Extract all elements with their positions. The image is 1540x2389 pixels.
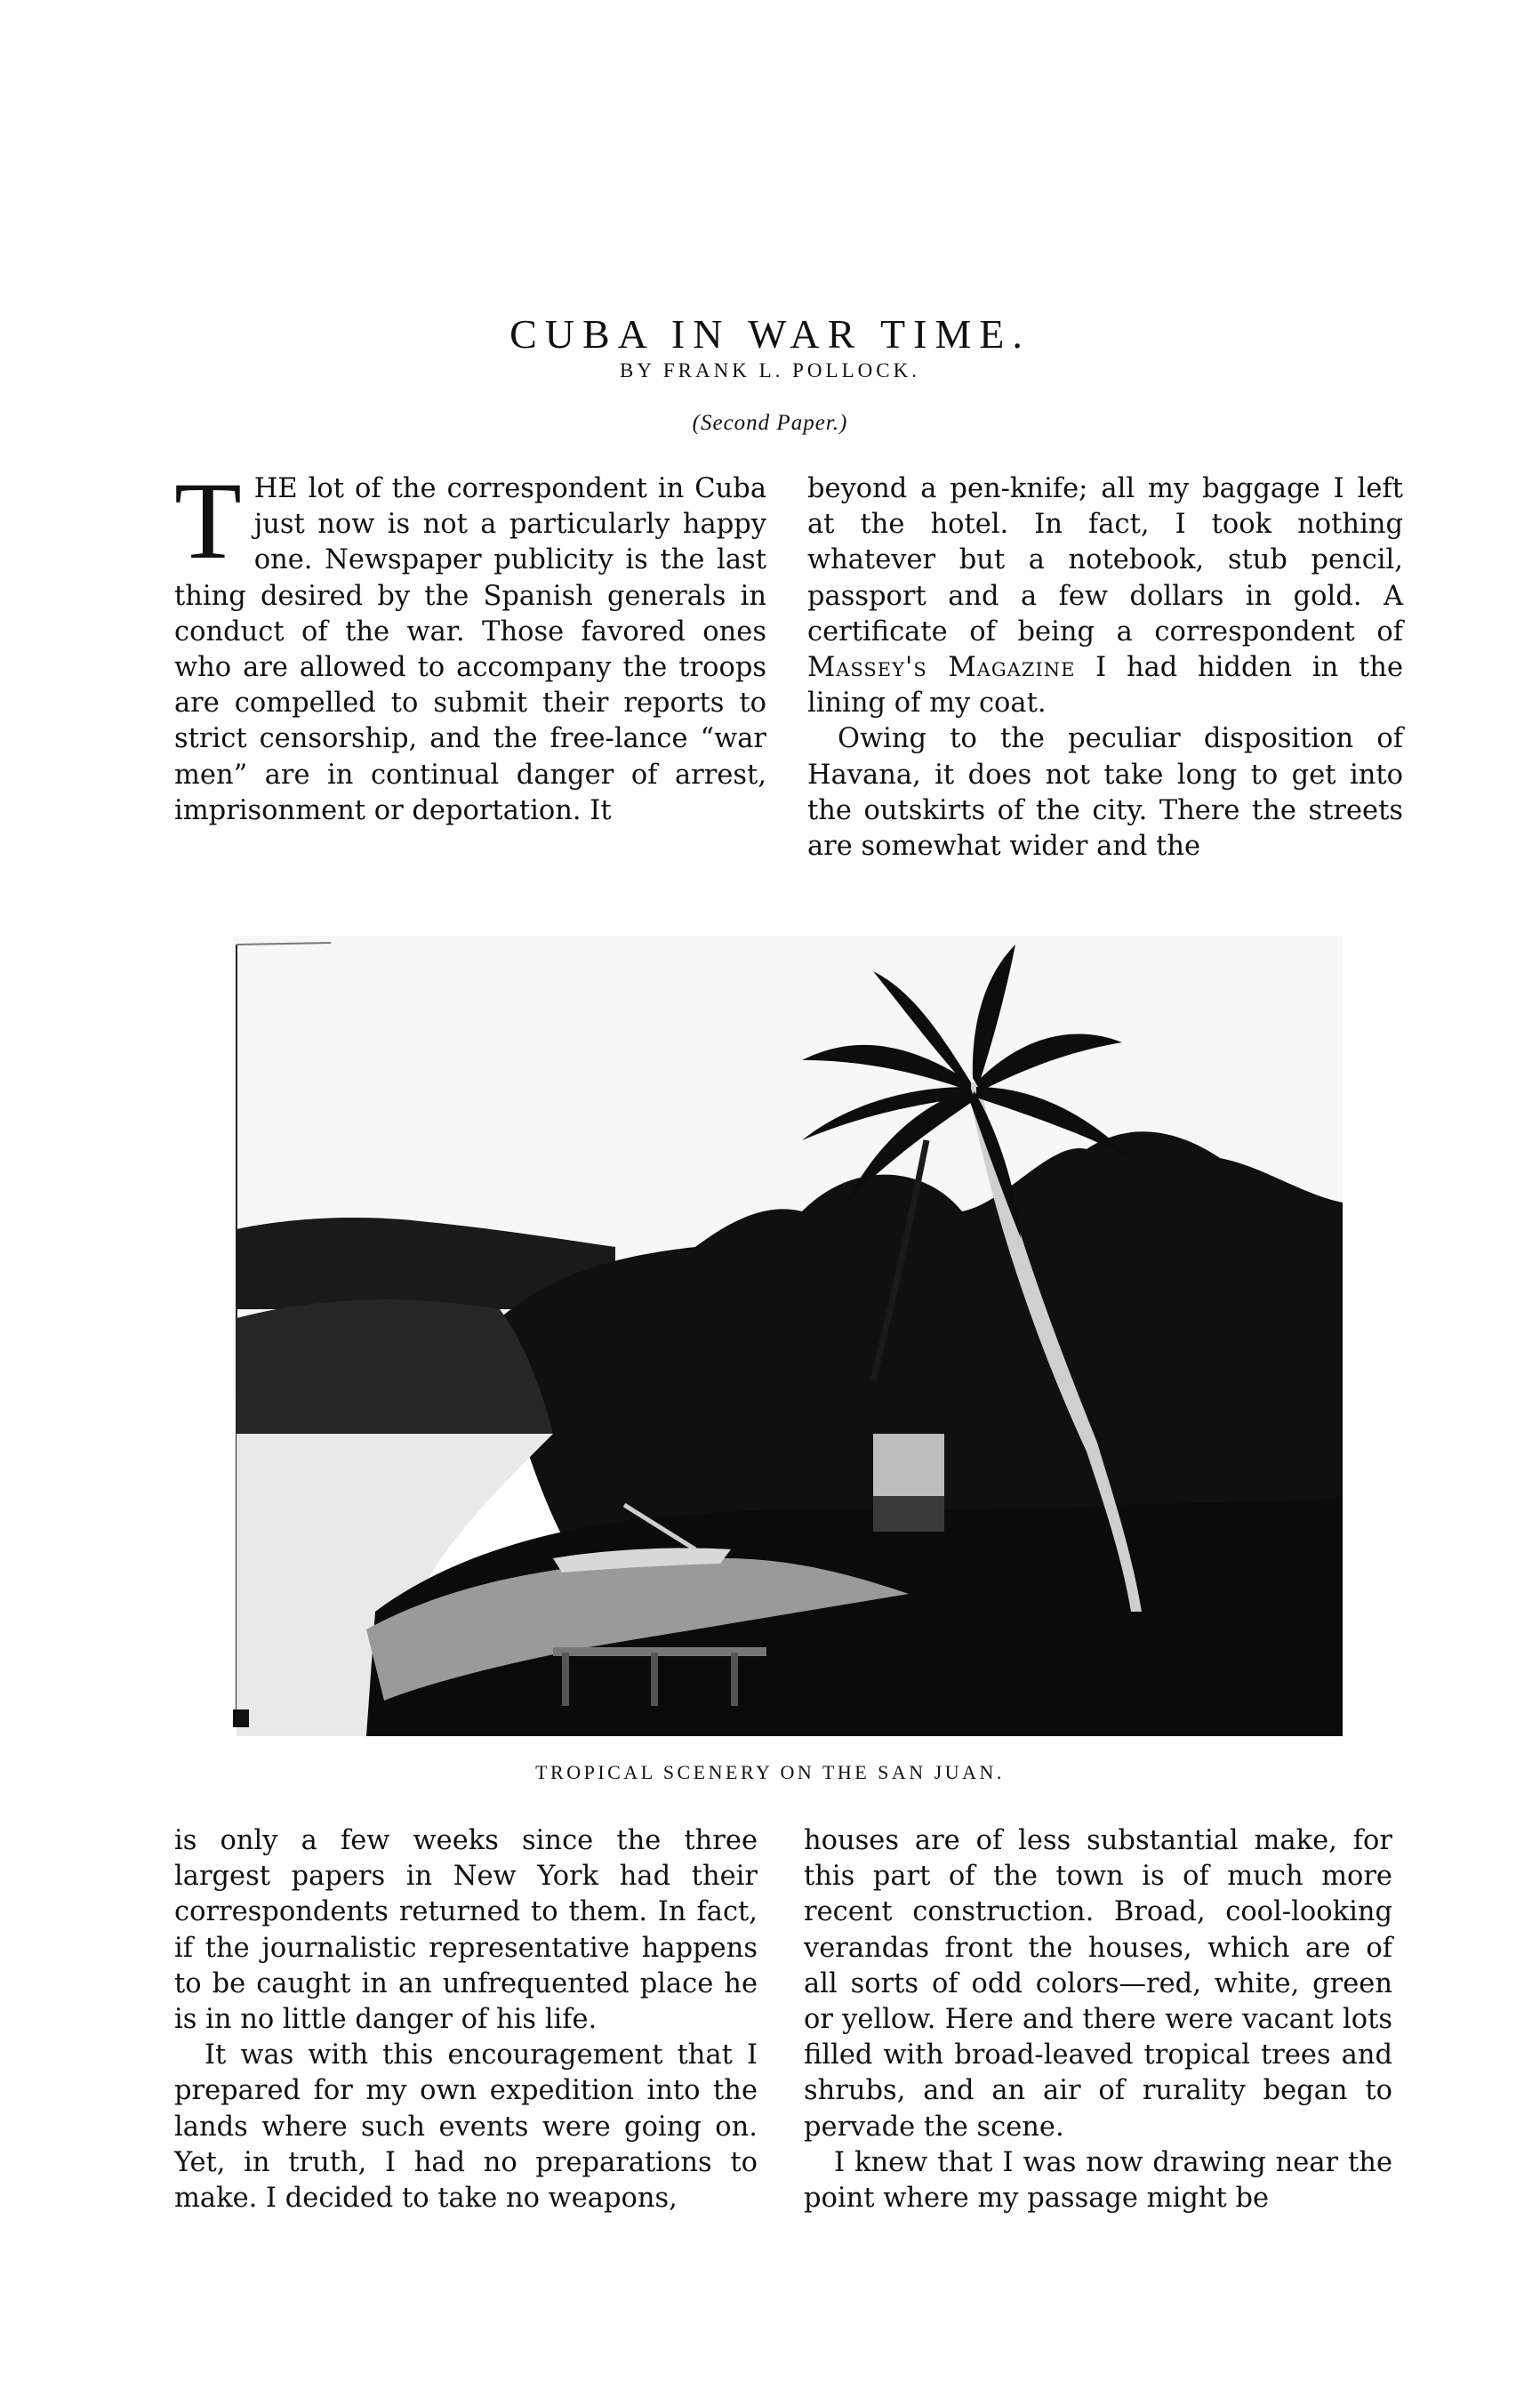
palm-tree-river-landscape-icon xyxy=(233,936,1343,1736)
paragraph-text: beyond a pen-knife; all my baggage I left at the hotel. In fact, I took nothing whatever but a notebook, stub pencil, passport and a few dollars in gold. A certificate of being a correspondent of xyxy=(807,473,1403,648)
paragraph: It was with this encouragement that I prepared for my own expedition into the lands where such events were going on. Yet, in truth, I had no preparations to make. I decided to take no weapons, xyxy=(174,2039,758,2215)
paragraph-text: I had hidden in the lining of my coat. xyxy=(807,652,1403,720)
magazine-name: Massey's Magazine xyxy=(807,652,1076,684)
column-top-right xyxy=(807,471,1403,865)
paragraph: is only a few weeks since the three largest papers in New York had their correspondents returned to them. In fact, if the journalistic representative happens to be caught in an unfrequented place he is in no little danger of his life. xyxy=(174,1825,758,2036)
figure-caption: TROPICAL SCENERY ON THE SAN JUAN. xyxy=(535,1761,1005,1783)
paragraph-text: HE lot of the correspondent in Cuba just now is not a particularly happy one. Newspaper publicity is the last thing desired by the Spanish generals in conduct of the war. Those favored ones who are allowed to accompany the troops are compelled to submit their reports to strict censorship, and the free-lance “war men” are in continual danger of arrest, imprisonment or deportation. It xyxy=(174,473,766,826)
paragraph: Owing to the peculiar disposition of Havana, it does not take long to get into the outskirts of the city. There the streets are somewhat wider and the xyxy=(807,723,1403,863)
paragraph: houses are of less substantial make, for this part of the town is of much more recent construction. Broad, cool-looking verandas front the houses, which are of all sorts of odd colors—red, white, green or yellow. Here and there were vacant lots filled with broad-leaved tropical trees and shrubs, and an air of rurality began to pervade the scene. xyxy=(804,1825,1392,2143)
drop-cap: T xyxy=(174,460,242,582)
paragraph xyxy=(807,471,1403,721)
figure-photograph xyxy=(233,936,1343,1736)
article-byline: BY FRANK L. POLLOCK. xyxy=(620,359,920,382)
paragraph: I knew that I was now drawing near the point where my passage might be xyxy=(804,2146,1392,2215)
column-bottom-left xyxy=(174,1823,758,2216)
column-top-left xyxy=(174,460,766,829)
column-bottom-right xyxy=(804,1823,1392,2216)
article-subtitle: (Second Paper.) xyxy=(692,411,848,435)
article-title: CUBA IN WAR TIME. xyxy=(509,310,1031,357)
paragraph xyxy=(174,460,766,829)
